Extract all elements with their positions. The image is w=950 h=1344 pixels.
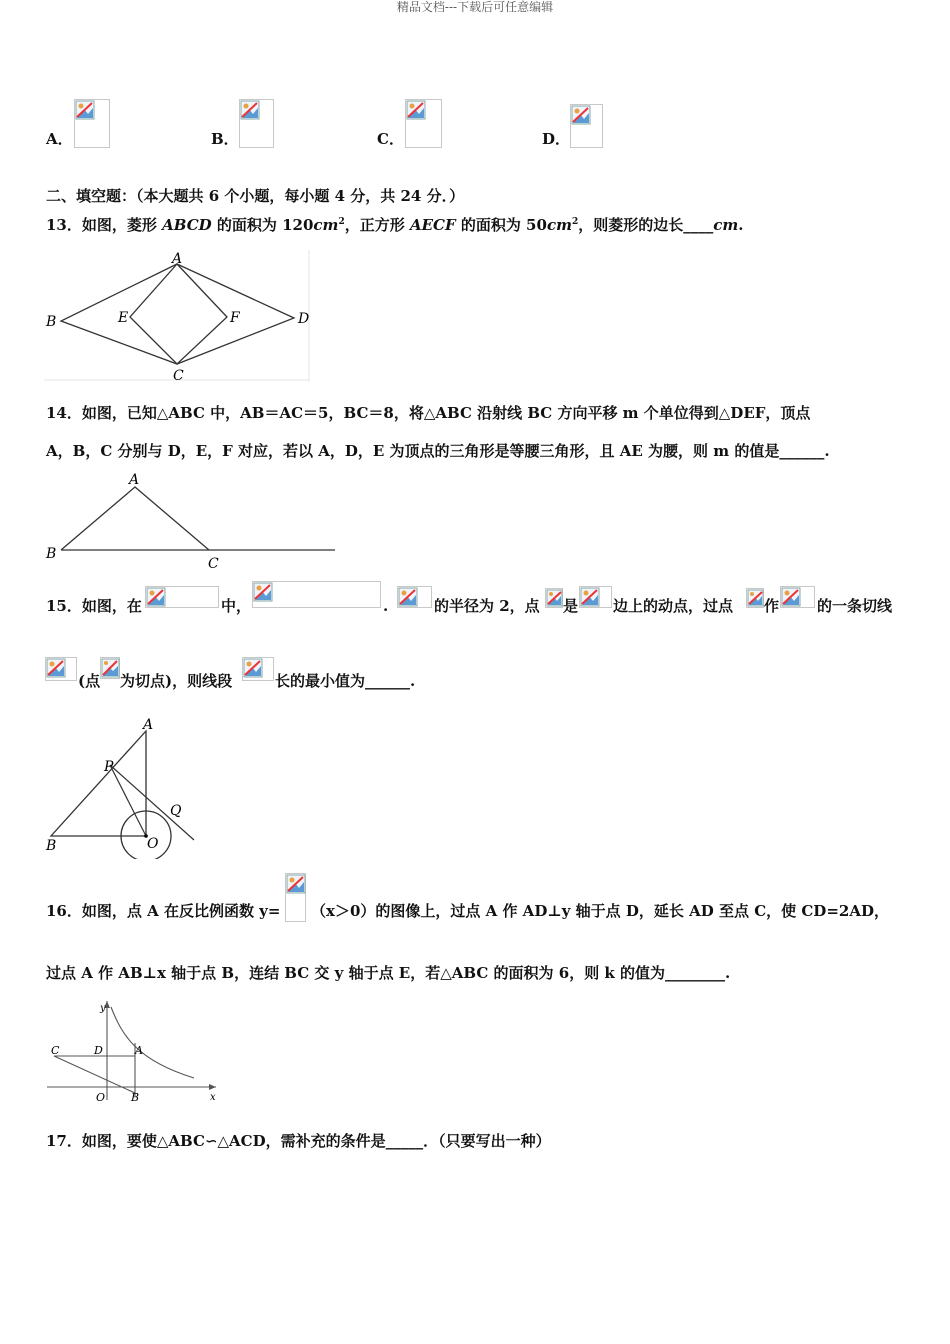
q15-image-condition — [252, 581, 381, 608]
broken-image-icon — [101, 658, 120, 678]
q16-label-c: C — [51, 1044, 60, 1057]
option-b-image — [239, 99, 274, 148]
q15-text-4: 的半径为 2，点 — [434, 597, 540, 615]
q13-label-f: F — [230, 310, 240, 326]
q14-label-a: A — [129, 472, 140, 488]
page-header: 精品文档---下载后可任意编辑 — [396, 0, 554, 14]
q15-image-point-p-2 — [746, 588, 764, 608]
question-14-line-1: 14．如图，已知△ABC 中，AB＝AC＝5，BC＝8，将△ABC 沿射线 BC 方向平移 m 个单位得到△DEF，顶点 — [46, 404, 811, 422]
q13-label-d: D — [298, 311, 310, 327]
q13-text-2: 的面积为 120 — [211, 216, 314, 234]
broken-image-icon — [571, 105, 591, 125]
x-axis-arrow-icon — [209, 1084, 216, 1090]
broken-image-icon — [253, 582, 273, 602]
q13-figure — [44, 250, 314, 385]
q13-unit-3: cm — [713, 216, 739, 234]
q15-text-3: . — [383, 597, 389, 615]
q13-blank: ____ — [683, 216, 714, 234]
q16-label-b: B — [131, 1091, 140, 1104]
broken-image-icon — [580, 587, 600, 607]
q13-sup-1: 2 — [338, 217, 345, 227]
broken-image-icon — [240, 100, 260, 120]
q16-label-x: x — [210, 1092, 216, 1103]
q15-image-circle-o — [397, 586, 432, 608]
q15-text-9: (点 — [78, 672, 101, 690]
broken-image-icon — [75, 100, 95, 120]
q13-sup-2: 2 — [571, 217, 579, 227]
q16-image-k-over-x — [285, 873, 306, 922]
q15-image-pq-2 — [242, 657, 274, 681]
broken-image-icon — [406, 100, 426, 120]
q15-text-11: 长的最小值为______. — [275, 672, 416, 690]
q13-aecf: AECF — [409, 216, 456, 234]
q16-label-a: A — [135, 1044, 143, 1057]
broken-image-icon — [398, 587, 418, 607]
q13-label-b: B — [46, 314, 57, 330]
q15-image-circle-o-2 — [780, 586, 815, 608]
q15-label-b: B — [46, 838, 57, 854]
section-title: 二、填空题：（本大题共 6 个小题，每小题 4 分，共 24 分．） — [46, 187, 465, 205]
q14-label-b: B — [46, 546, 57, 562]
question-13 — [46, 212, 743, 235]
q13-label-e: E — [118, 310, 129, 326]
q14-figure — [44, 468, 344, 574]
q15-text-2: 中， — [221, 597, 252, 615]
q13-label-a: A — [172, 251, 183, 267]
q13-text-4: 的面积为 50 — [455, 216, 547, 234]
broken-image-icon — [146, 587, 166, 607]
q15-figure — [44, 714, 204, 859]
q15-image-side-ab — [579, 586, 612, 608]
q15-text-10: 为切点)，则线段 — [120, 672, 233, 690]
option-c-label: C． — [377, 130, 404, 148]
option-d-label: D． — [542, 130, 571, 148]
q16-label-y: y — [100, 1003, 106, 1014]
q15-label-a: A — [143, 717, 154, 733]
q15-image-point-p — [545, 588, 563, 608]
q14-label-c: C — [208, 556, 219, 572]
broken-image-icon — [243, 658, 263, 678]
broken-image-icon — [46, 658, 66, 678]
broken-image-icon — [781, 587, 801, 607]
triangle-abo — [51, 731, 146, 836]
option-b-label: B． — [211, 130, 239, 148]
q16-label-d: D — [94, 1044, 103, 1057]
option-d-image — [570, 104, 603, 148]
q16-text-1: 16．如图，点 A 在反比例函数 y= — [46, 902, 281, 920]
q13-text-1: 13．如图，菱形 — [46, 216, 163, 234]
broken-image-icon — [747, 589, 764, 607]
rhombus-abcd — [61, 264, 294, 364]
q13-unit-2: cm — [546, 216, 572, 234]
hyperbola-curve — [111, 1007, 194, 1078]
option-a-image — [74, 99, 110, 148]
q16-figure — [44, 995, 224, 1105]
q15-label-p: P — [104, 759, 114, 775]
q13-text-5: ，则菱形的边长 — [578, 216, 684, 234]
q16-text-2: （x＞0）的图像上，过点 A 作 AD⊥y 轴于点 D，延长 AD 至点 C，使 CD=2AD， — [311, 902, 889, 920]
q15-label-q: Q — [170, 803, 182, 819]
q15-image-pq — [45, 657, 77, 681]
question-17: 17．如图，要使△ABC∽△ACD，需补充的条件是_____．（只要写出一种） — [46, 1132, 551, 1150]
q15-text-7: 作 — [764, 597, 780, 615]
q13-label-c: C — [173, 368, 184, 384]
option-c-image — [405, 99, 442, 148]
q15-label-o: O — [147, 836, 159, 852]
segment-po — [110, 765, 146, 836]
q15-text-6: 边上的动点，过点 — [613, 597, 734, 615]
q16-line-2: 过点 A 作 AB⊥x 轴于点 B，连结 BC 交 y 轴于点 E，若△ABC 的面积为 6，则 k 的值为________. — [46, 964, 731, 982]
q13-text-3: ，正方形 — [344, 216, 410, 234]
broken-image-icon — [546, 589, 563, 607]
question-14-line-2: A，B，C 分别与 D，E，F 对应，若以 A，D，E 为顶点的三角形是等腰三角形，且 AE 为腰，则 m 的值是______. — [46, 442, 830, 460]
q15-text-8: 的一条切线 — [817, 597, 893, 615]
q15-image-triangle — [145, 586, 219, 608]
q13-end: . — [738, 216, 744, 234]
q13-unit-1: cm — [313, 216, 339, 234]
q15-image-point-q — [100, 657, 120, 679]
q15-text-5: 是 — [563, 597, 579, 615]
q16-label-o: O — [96, 1091, 106, 1104]
option-a-label: A． — [46, 130, 73, 148]
q13-abcd: ABCD — [162, 216, 212, 234]
triangle-abc — [61, 487, 209, 550]
square-aecf — [130, 264, 227, 364]
q15-text-1: 15．如图，在 — [46, 597, 142, 615]
broken-image-icon — [286, 874, 306, 894]
